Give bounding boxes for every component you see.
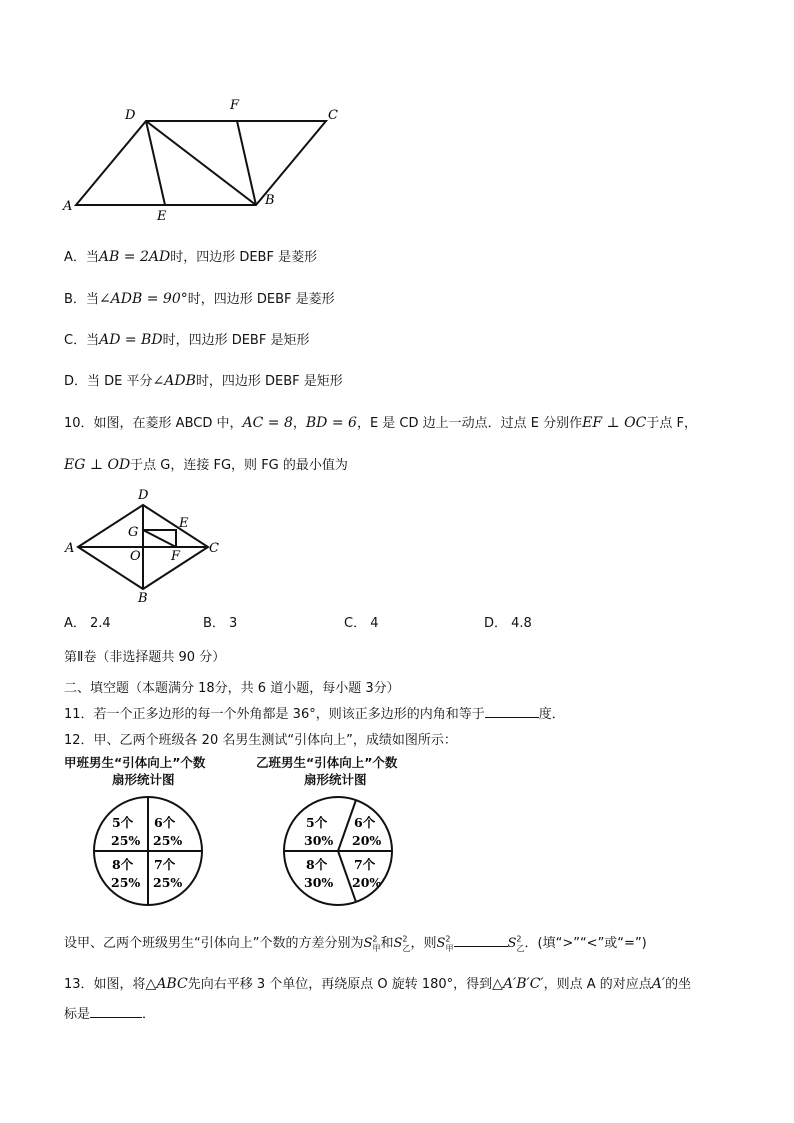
pie-jia-slice-8-pct: 25% (111, 875, 141, 890)
pie-jia-slice-5-pct: 25% (111, 833, 141, 848)
pie-yi-slice-6-pct: 20% (352, 833, 382, 848)
label-A: A (63, 199, 73, 214)
q10-choice-a: A． 2.4 (64, 616, 111, 631)
pie-yi-subtitle: 扇形统计图 (304, 772, 367, 787)
option-c: C．当AD = BD时，四边形 DEBF 是矩形 (64, 332, 310, 348)
pie-yi-slice-8-count: 8个 (306, 857, 328, 872)
pie-yi-slice-5-pct: 30% (304, 833, 334, 848)
pie-jia-slice-6-count: 6个 (154, 815, 176, 830)
q12-stem: 12．甲、乙两个班级各 20 名男生测试“引体向上”，成绩如图所示： (64, 733, 457, 748)
label-E: E (157, 209, 167, 224)
q11-answer-blank[interactable] (485, 705, 539, 718)
pie-jia-slice-8-count: 8个 (112, 857, 134, 872)
q10-choice-c: C． 4 (344, 616, 379, 631)
section-title: 第Ⅱ卷（非选择题共 90 分） (64, 650, 226, 665)
q12-variance-line: 设甲、乙两个班级男生“引体向上”个数的方差分别为$S^2_甲$和$S^2_乙$，则$S^2_甲$ $S^2_乙$．(填“>”“<”或“=”) (64, 934, 647, 953)
label-F: F (230, 98, 240, 113)
rh-label-A: A (65, 541, 75, 556)
rh-label-F: F (171, 549, 181, 564)
pie-jia-slice-5-count: 5个 (112, 815, 134, 830)
rh-label-E: E (179, 516, 189, 531)
option-a: A．当AB = 2AD时，四边形 DEBF 是菱形 (64, 249, 318, 265)
pie-yi-slice-6-count: 6个 (354, 815, 376, 830)
pie-jia-slice-6-pct: 25% (153, 833, 183, 848)
rh-label-B: B (138, 591, 148, 606)
part2-heading: 二、填空题（本题满分 18分，共 6 道小题，每小题 3分） (64, 681, 400, 696)
pie-chart-jia (62, 753, 238, 913)
pie-yi-slice-7-pct: 20% (352, 875, 382, 890)
rhombus-figure (62, 484, 222, 606)
label-D: D (125, 108, 136, 123)
q13-answer-blank[interactable] (90, 1005, 142, 1018)
pie-yi-slice-8-pct: 30% (304, 875, 334, 890)
q13-line1: 13．如图，将△ABC先向右平移 3 个单位，再绕原点 O 旋转 180°，得到△A′B′C′，则点 A 的对应点A′的坐 (64, 976, 692, 992)
pie-chart-yi (254, 753, 430, 913)
q10-choice-b: B． 3 (203, 616, 238, 631)
rh-label-G: G (128, 525, 139, 540)
parallelogram-figure (62, 96, 352, 226)
pie-jia-slice-7-count: 7个 (154, 857, 176, 872)
pie-yi-slice-5-count: 5个 (306, 815, 328, 830)
q13-line2: 标是 ． (64, 1007, 156, 1022)
q11: 11．若一个正多边形的每一个外角都是 36°，则该正多边形的内角和等于 度． (64, 707, 565, 722)
rh-label-O: O (130, 549, 141, 564)
pie-yi-slice-7-count: 7个 (354, 857, 376, 872)
label-C: C (328, 108, 338, 123)
option-b: B．当∠ADB = 90°时，四边形 DEBF 是菱形 (64, 291, 335, 307)
q12-answer-blank[interactable] (454, 934, 508, 947)
pie-yi-title: 乙班男生“引体向上”个数 (256, 755, 398, 770)
label-B: B (265, 193, 275, 208)
pie-jia-slice-7-pct: 25% (153, 875, 183, 890)
pie-jia-subtitle: 扇形统计图 (112, 772, 175, 787)
pie-jia-title: 甲班男生“引体向上”个数 (64, 755, 206, 770)
q10-line2: EG ⊥ OD于点 G，连接 FG，则 FG 的最小值为 (64, 457, 348, 473)
rh-label-C: C (209, 541, 219, 556)
q10-choice-d: D． 4.8 (484, 616, 532, 631)
rh-label-D: D (138, 488, 149, 503)
option-d: D．当 DE 平分∠ADB时，四边形 DEBF 是矩形 (64, 373, 343, 389)
q10-line1: 10．如图，在菱形 ABCD 中，AC = 8，BD = 6，E 是 CD 边上一动点．过点 E 分别作EF ⊥ OC于点 F， (64, 415, 697, 431)
